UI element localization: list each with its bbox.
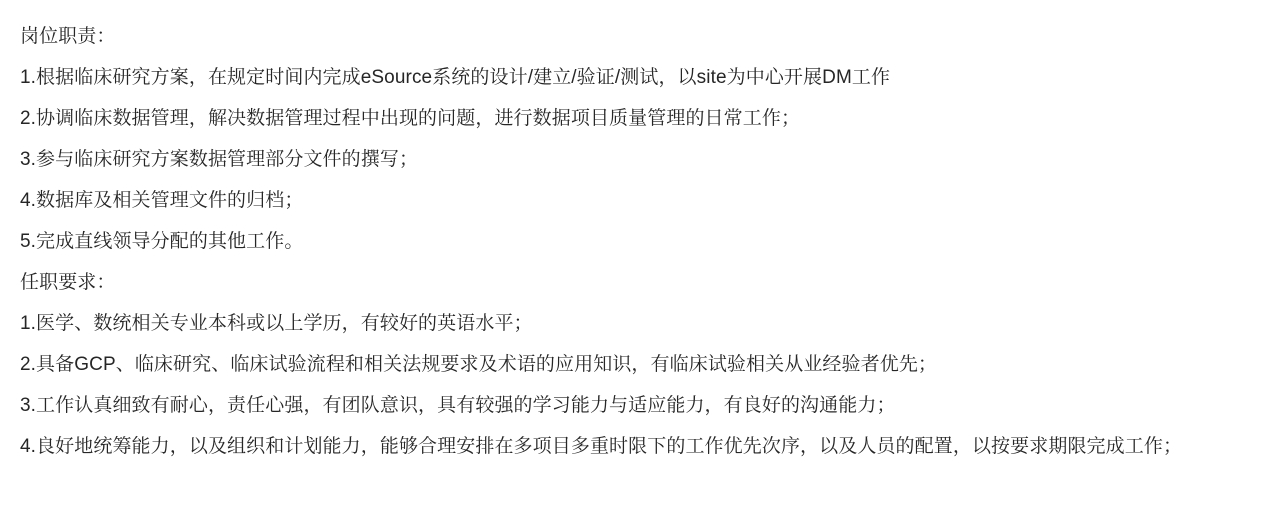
requirement-item-3: 3.工作认真细致有耐心，责任心强，有团队意识，具有较强的学习能力与适应能力，有良好的沟通能力； [20, 395, 896, 416]
responsibility-item-3: 3.参与临床研究方案数据管理部分文件的撰写； [20, 149, 419, 170]
responsibility-item-1: 1.根据临床研究方案，在规定时间内完成eSource系统的设计/建立/验证/测试，以site为中心开展DM工作 [20, 67, 891, 88]
section-heading-requirements: 任职要求： [20, 272, 116, 293]
requirement-item-1: 1.医学、数统相关专业本科或以上学历，有较好的英语水平； [20, 313, 533, 334]
responsibility-item-2: 2.协调临床数据管理，解决数据管理过程中出现的问题，进行数据项目质量管理的日常工作； [20, 108, 801, 129]
section-heading-responsibilities: 岗位职责： [20, 26, 116, 47]
requirement-item-2: 2.具备GCP、临床研究、临床试验流程和相关法规要求及术语的应用知识，有临床试验相关从业经验者优先； [20, 354, 938, 375]
responsibility-item-5: 5.完成直线领导分配的其他工作。 [20, 231, 304, 252]
requirement-item-4: 4.良好地统筹能力，以及组织和计划能力，能够合理安排在多项目多重时限下的工作优先次序，以及人员的配置，以按要求期限完成工作； [20, 436, 1183, 457]
responsibility-item-4: 4.数据库及相关管理文件的归档； [20, 190, 304, 211]
